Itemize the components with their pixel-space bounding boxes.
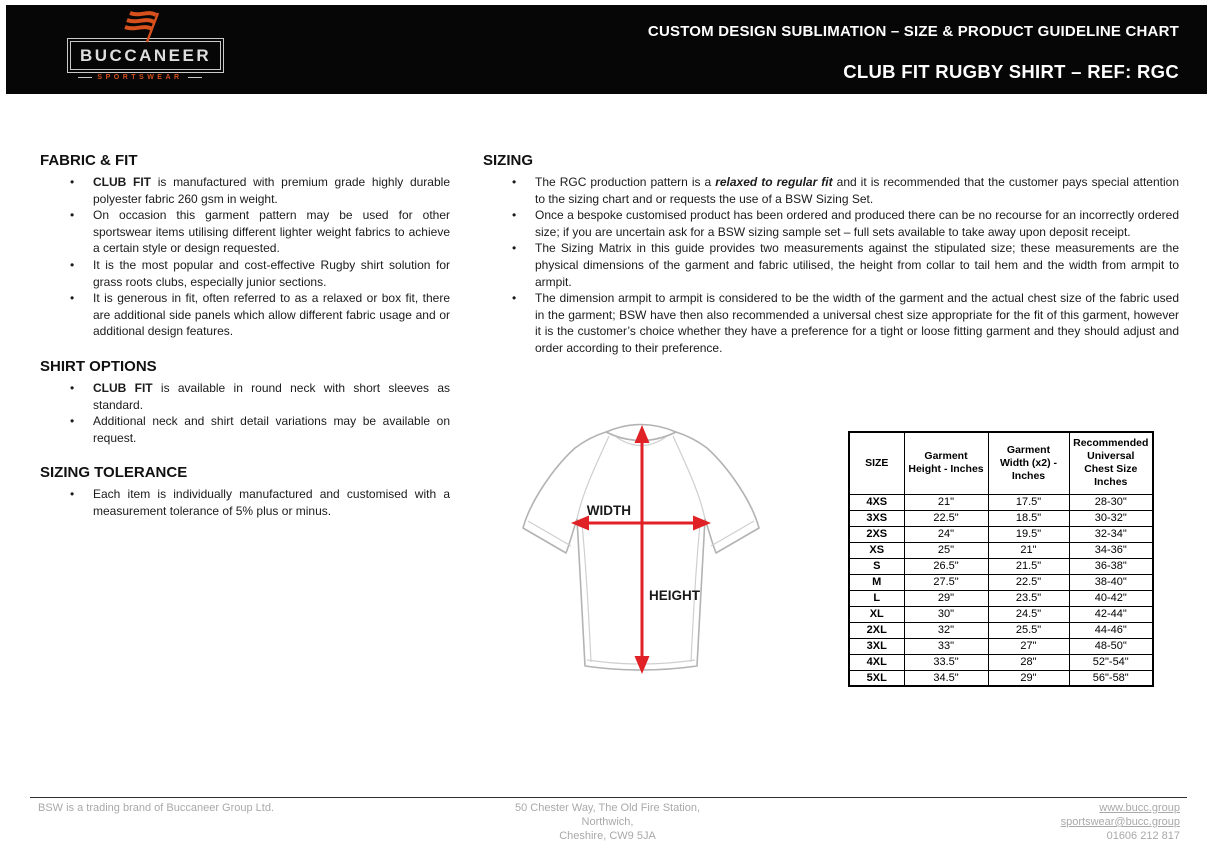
table-cell: 25"	[904, 542, 988, 558]
table-row	[849, 558, 1153, 574]
section-heading: FABRIC & FIT	[40, 152, 138, 169]
table-cell: 21"	[988, 542, 1069, 558]
table-cell: 18.5"	[988, 510, 1069, 526]
table-cell: 23.5"	[988, 590, 1069, 606]
column-header: Garment Height - Inches	[904, 432, 988, 494]
bullet-list	[40, 380, 450, 446]
table-cell: 29"	[904, 590, 988, 606]
table-cell: 30"	[904, 606, 988, 622]
flag-icon	[70, 8, 210, 41]
table-cell: 3XL	[849, 638, 904, 654]
sizing-section	[483, 152, 1179, 357]
table-cell: 22.5"	[904, 510, 988, 526]
bullet-list	[40, 174, 450, 340]
logo-wordmark: BUCCANEER	[70, 41, 221, 70]
section-heading: SIZING	[483, 152, 534, 169]
table-row	[849, 670, 1153, 686]
bullet-item: • On occasion this garment pattern may be used for other sportswear items utilising different lighter weight fabrics to achieve a certain style or design requested.	[40, 207, 450, 257]
shirt-diagram	[513, 416, 769, 684]
product-title: CLUB FIT RUGBY SHIRT – REF: RGC	[843, 61, 1179, 82]
table-cell: 24.5"	[988, 606, 1069, 622]
table-cell: 28-30"	[1069, 494, 1153, 510]
bullet-list	[483, 174, 1179, 357]
bullet-item: • Each item is individually manufactured and customised with a measurement tolerance of 5% plus or minus.	[40, 486, 450, 519]
table-cell: 4XL	[849, 654, 904, 670]
table-cell: M	[849, 574, 904, 590]
logo-left-rule	[78, 77, 92, 78]
table-cell: 25.5"	[988, 622, 1069, 638]
section-fabric-fit	[40, 152, 450, 340]
email-link[interactable]: sportswear@bucc.group	[1060, 816, 1180, 828]
table-cell: XL	[849, 606, 904, 622]
table-cell: L	[849, 590, 904, 606]
bullet-item: • The dimension armpit to armpit is considered to be the width of the garment and the actual chest size of the fabric used in the garment; BSW have then also recommended a universal chest size appropriate for the fit of this garment, however it is the customer’s choice whether they have a preference for a tight or loose fitting garment and they should adjust and order according to their preference.	[483, 290, 1179, 356]
table-cell: 38-40"	[1069, 574, 1153, 590]
table-row	[849, 606, 1153, 622]
table-cell: 24"	[904, 526, 988, 542]
table-cell: 33.5"	[904, 654, 988, 670]
table-row	[849, 526, 1153, 542]
logo-right-rule	[188, 77, 202, 78]
size-table	[848, 431, 1154, 687]
table-cell: 27"	[988, 638, 1069, 654]
table-row	[849, 654, 1153, 670]
table-cell: 33"	[904, 638, 988, 654]
left-column	[40, 152, 450, 520]
table-cell: 34.5"	[904, 670, 988, 686]
section-heading: SIZING TOLERANCE	[40, 464, 188, 482]
address-line: Northwich,	[581, 816, 634, 828]
table-cell: 42-44"	[1069, 606, 1153, 622]
table-cell: 52"-54"	[1069, 654, 1153, 670]
document-title: CUSTOM DESIGN SUBLIMATION – SIZE & PRODUCT GUIDELINE CHART	[647, 23, 1179, 40]
size-table-header-row	[849, 432, 1153, 494]
logo-subtitle: SPORTSWEAR	[97, 74, 183, 81]
table-cell: 28"	[988, 654, 1069, 670]
address-line: Cheshire, CW9 5JA	[559, 830, 656, 842]
column-header: Garment Width (x2) - Inches	[988, 432, 1069, 494]
table-cell: 2XS	[849, 526, 904, 542]
table-cell: 36-38"	[1069, 558, 1153, 574]
column-header: SIZE	[849, 432, 904, 494]
footer-company-note: BSW is a trading brand of Buccaneer Group Ltd.	[38, 802, 275, 814]
table-row	[849, 510, 1153, 526]
table-cell: 44-46"	[1069, 622, 1153, 638]
section-shirt-options	[40, 358, 450, 446]
table-cell: 21.5"	[988, 558, 1069, 574]
bullet-item: • It is the most popular and cost-effective Rugby shirt solution for grass roots clubs, especially junior sections.	[40, 257, 450, 290]
footer-address	[515, 801, 700, 843]
width-label: WIDTH	[586, 503, 631, 518]
table-cell: 56"-58"	[1069, 670, 1153, 686]
header-bar	[6, 5, 1207, 94]
bullet-item: • CLUB FIT is available in round neck with short sleeves as standard.	[40, 380, 450, 413]
bullet-item: • CLUB FIT is manufactured with premium grade highly durable polyester fabric 260 gsm in weight.	[40, 174, 450, 207]
table-cell: 22.5"	[988, 574, 1069, 590]
table-row	[849, 590, 1153, 606]
table-cell: 5XL	[849, 670, 904, 686]
table-cell: 27.5"	[904, 574, 988, 590]
website-link[interactable]: www.bucc.group	[1099, 802, 1180, 814]
footer-divider	[30, 797, 1187, 798]
height-label: HEIGHT	[649, 588, 701, 603]
phone-number: 01606 212 817	[1106, 830, 1180, 842]
table-cell: 4XS	[849, 494, 904, 510]
bullet-item: • The Sizing Matrix in this guide provides two measurements against the stipulated size; these measurements are the physical dimensions of the garment and fabric utilised, the height from collar to tail hem and the width from armpit to armpit.	[483, 240, 1179, 290]
table-cell: S	[849, 558, 904, 574]
section-sizing-tolerance	[40, 464, 450, 519]
table-cell: 30-32"	[1069, 510, 1153, 526]
table-cell: 29"	[988, 670, 1069, 686]
section-heading: SHIRT OPTIONS	[40, 357, 157, 375]
table-cell: 17.5"	[988, 494, 1069, 510]
table-cell: 19.5"	[988, 526, 1069, 542]
table-cell: 48-50"	[1069, 638, 1153, 654]
table-row	[849, 622, 1153, 638]
bullet-item: • Once a bespoke customised product has been ordered and produced there can be no recourse for an incorrectly ordered size; if you are uncertain ask for a BSW sizing sample set – full sets available to take away upon deposit receipt.	[483, 207, 1179, 240]
table-cell: 32-34"	[1069, 526, 1153, 542]
table-row	[849, 542, 1153, 558]
table-cell: 34-36"	[1069, 542, 1153, 558]
column-header: Recommended Universal Chest Size Inches	[1069, 432, 1153, 494]
table-cell: 40-42"	[1069, 590, 1153, 606]
address-line: 50 Chester Way, The Old Fire Station,	[514, 802, 701, 814]
table-cell: 32"	[904, 622, 988, 638]
bullet-item: • The RGC production pattern is a relaxed to regular fit and it is recommended that the customer pays special attention to the sizing chart and or requests the use of a BSW Sizing Set.	[483, 174, 1179, 207]
brand-logo	[70, 8, 210, 81]
table-cell: 26.5"	[904, 558, 988, 574]
bullet-item: • It is generous in fit, often referred to as a relaxed or box fit, there are additional side panels which allow different fabric usage and or additional design features.	[40, 290, 450, 340]
table-cell: 2XL	[849, 622, 904, 638]
table-cell: 21"	[904, 494, 988, 510]
bullet-item: • Additional neck and shirt detail variations may be available on request.	[40, 413, 450, 446]
table-row	[849, 638, 1153, 654]
table-cell: 3XS	[849, 510, 904, 526]
table-row	[849, 574, 1153, 590]
bullet-list	[40, 486, 450, 519]
table-cell: XS	[849, 542, 904, 558]
table-row	[849, 494, 1153, 510]
